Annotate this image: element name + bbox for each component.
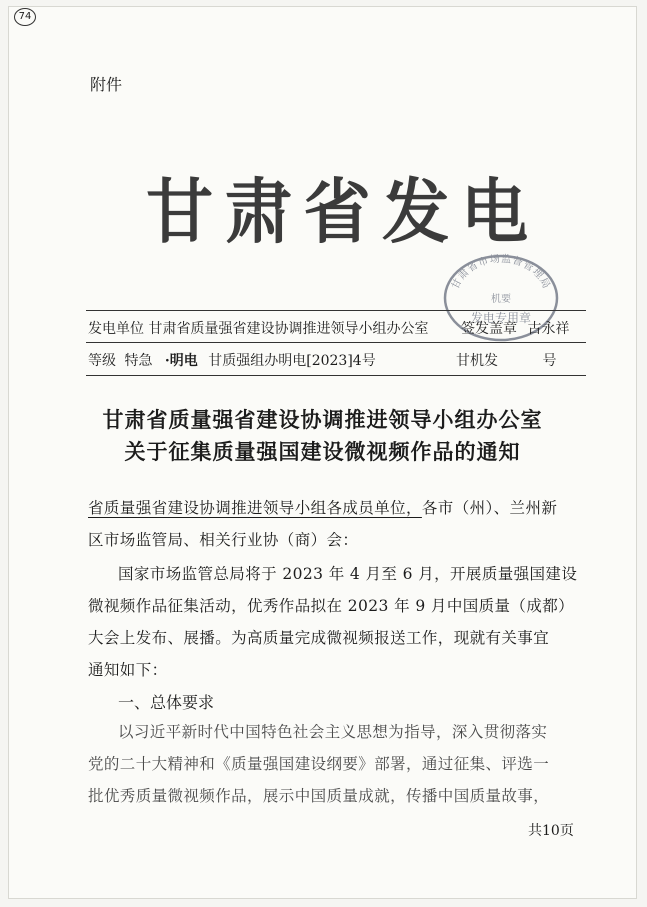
sender-row [88,318,428,338]
paragraph1-line1: 国家市场监管总局将于 2023 年 4 月至 6 月，开展质量强国建设 [118,565,578,583]
section-heading-1: 一、总体要求 [118,693,215,712]
header-rule-middle [86,342,586,343]
signer-label: 签发盖章 [461,321,517,337]
telegram-banner: 甘肃省发电 [146,170,540,253]
paragraph2-line1: 以习近平新时代中国特色社会主义思想为指导，深入贯彻落实 [118,723,548,741]
grade-value: 特急 [124,353,153,369]
machine-label: 甘机发 [456,353,498,369]
seal-bottom-text: 发电专用章 [470,311,532,325]
header-rule-bottom [86,375,586,376]
notice-title-line1: 甘肃省质量强省建设协调推进领导小组办公室 [102,407,543,432]
paragraph1-line3: 大会上发布、展播。为高质量完成微视频报送工作，现就有关事宜 [88,629,550,647]
document-page [8,6,637,899]
signer-row [461,318,569,338]
machine-suffix: 号 [542,353,557,369]
telegram-type: ·明电 [164,353,198,369]
sender-label: 发电单位 [88,321,144,337]
seal-ring-text: 甘肃省市场监督管理局 [450,253,552,292]
paragraph1-line4: 通知如下： [88,661,168,679]
seal-center-text: 机要 [491,294,511,305]
attachment-label: 附件 [90,75,123,94]
recipients-secondary: 各市（州）、兰州新 [421,499,558,517]
notice-title-line2: 关于征集质量强国建设微视频作品的通知 [124,439,521,464]
recipients-line2: 区市场监管局、相关行业协（商）会： [88,531,359,549]
signer-name: 古永祥 [527,321,570,337]
paragraph2-line2: 党的二十大精神和《质量强国建设纲要》部署，通过征集、评选一 [88,755,550,773]
page-count-footer: 共10页 [528,823,574,839]
recipients-primary: 省质量强省建设协调推进领导小组各成员单位， [88,499,422,517]
recipients-line1 [88,496,557,518]
machine-row [456,350,556,370]
grade-row [88,350,376,370]
sender-name: 甘肃省质量强省建设协调推进领导小组办公室 [148,321,429,337]
header-rule-top [86,310,586,311]
paragraph2-line3: 批优秀质量微视频作品，展示中国质量成就，传播中国质量故事， [88,787,550,805]
page-mark: 74 [14,8,36,26]
doc-number: 甘质强组办明电[2023]4号 [208,353,376,369]
svg-text:甘肃省市场监督管理局 [448,252,553,291]
grade-label: 等级 [88,353,116,369]
paragraph1-line2: 微视频作品征集活动，优秀作品拟在 2023 年 9 月中国质量（成都） [88,597,575,615]
